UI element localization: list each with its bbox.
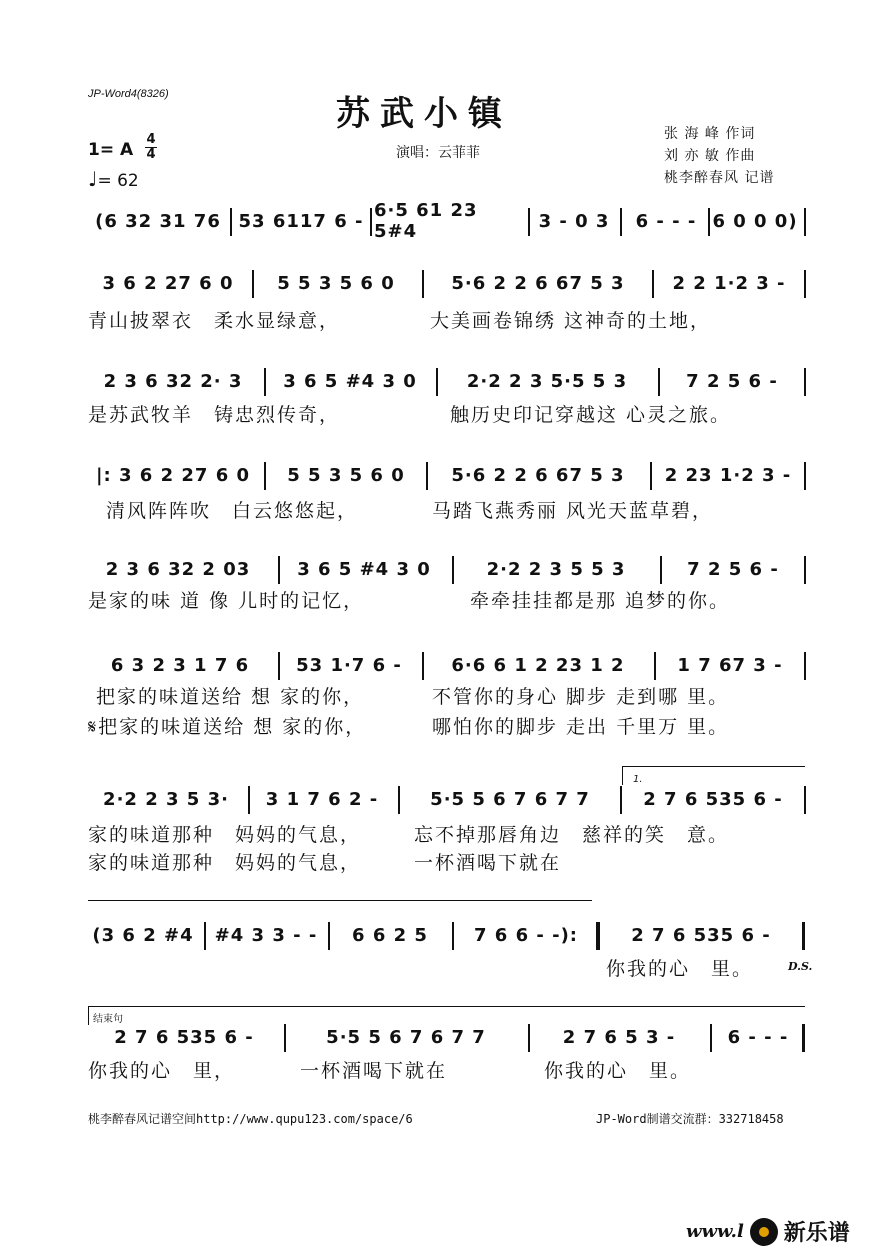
notes-row — [88, 266, 810, 300]
watermark-logo — [686, 1216, 850, 1247]
software-label: JP-Word4(8326) — [88, 88, 169, 100]
barline — [654, 652, 656, 680]
barline — [252, 270, 254, 298]
lyrics-row — [88, 400, 810, 430]
lyric-phrase: 青山披翠衣 柔水显绿意， — [88, 310, 341, 332]
barline — [422, 270, 424, 298]
lyric-phrase: 马踏飞燕秀丽 风光天蓝草碧， — [432, 500, 714, 522]
notes-row — [88, 1020, 810, 1054]
transcriber-credit: 桃李醉春风 记谱 — [664, 170, 775, 186]
measure: 5 5 3 5 6 0 — [287, 464, 405, 486]
measure: 2 3 6 32 2 03 — [105, 558, 251, 580]
lyric-phrase: 是苏武牧羊 铸忠烈传奇， — [88, 404, 341, 426]
barline — [650, 462, 652, 490]
measure: 5·6 2 2 6 67 5 3 — [451, 272, 625, 294]
lyric-phrase: 𝄋把家的味道送给 想 家的你， — [88, 716, 367, 738]
measure: 2·2 2 3 5·5 5 3 — [466, 370, 628, 392]
barline — [804, 652, 806, 680]
measure: 53 6117 6 - — [238, 210, 364, 232]
measure: 5·5 5 6 7 6 7 7 — [430, 788, 590, 810]
measure: 3 6 5 #4 3 0 — [283, 370, 417, 392]
measure: 3 1 7 6 2 - — [265, 788, 379, 810]
measure: |: 3 6 2 27 6 0 — [95, 464, 251, 486]
notes-row — [88, 458, 810, 492]
tempo-marking — [88, 167, 139, 191]
measure: 2·2 2 3 5 5 3 — [486, 558, 626, 580]
singer-label: 演唱：云菲菲 — [396, 145, 480, 161]
notes-row — [88, 918, 810, 952]
barline — [328, 922, 330, 950]
measure: 6 3 2 3 1 7 6 — [110, 654, 250, 676]
measure: 5 5 3 5 6 0 — [277, 272, 395, 294]
second-ending-line — [88, 900, 592, 901]
measure: #4 3 3 - - — [214, 924, 318, 946]
lyric-phrase: 你我的心 里。 — [606, 958, 754, 980]
lyric-phrase: 不管你的身心 脚步 走到哪 里。 — [432, 686, 730, 708]
barline — [658, 368, 660, 396]
lyric-phrase: 触历史印记穿越这 心灵之旅。 — [450, 404, 732, 426]
lyrics-row-2 — [88, 848, 810, 878]
notes-row — [88, 552, 810, 586]
barline — [708, 208, 710, 236]
barline — [660, 556, 662, 584]
barline — [436, 368, 438, 396]
measure: 53 1·7 6 - — [296, 654, 402, 676]
measure: 6·6 6 1 2 23 1 2 — [451, 654, 625, 676]
lyric-phrase: 家的味道那种 妈妈的气息， — [88, 852, 362, 874]
lyrics-row — [88, 586, 810, 616]
notes-row — [88, 364, 810, 398]
measure: 2 7 6 535 6 - — [114, 1026, 254, 1048]
lyrics-row — [88, 306, 810, 336]
measure: 2 7 6 5 3 - — [562, 1026, 676, 1048]
barline — [452, 922, 454, 950]
lyric-phrase: 你我的心 里， — [88, 1060, 236, 1082]
barline — [528, 208, 530, 236]
measure: 6 6 2 5 — [352, 924, 428, 946]
key-signature: 1= A — [88, 140, 134, 160]
measure: 2·2 2 3 5 3· — [103, 788, 229, 810]
footer-left: 桃李醉春风记谱空间http://www.qupu123.com/space/6 — [88, 1112, 413, 1126]
measure: 2 7 6 535 6 - — [643, 788, 783, 810]
lyric-phrase: 一杯酒喝下就在 — [300, 1060, 448, 1082]
barline — [230, 208, 232, 236]
measure: 2 23 1·2 3 - — [664, 464, 792, 486]
notes-row — [88, 200, 810, 242]
lyric-phrase: 你我的心 里。 — [544, 1060, 692, 1082]
barline — [804, 270, 806, 298]
barline — [620, 208, 622, 236]
measure: 2 3 6 32 2· 3 — [103, 370, 243, 392]
measure: 3 6 5 #4 3 0 — [297, 558, 431, 580]
measure: 3 6 2 27 6 0 — [102, 272, 234, 294]
lyric-phrase: 是家的味 道 像 儿时的记忆， — [88, 590, 365, 612]
lyric-phrase: 家的味道那种 妈妈的气息， — [88, 824, 362, 846]
lyric-phrase: 把家的味道送给 想 家的你， — [96, 686, 365, 708]
composer-credit: 刘 亦 敏 作曲 — [664, 148, 756, 164]
lyric-phrase: 大美画卷锦绣 这神奇的土地， — [430, 310, 712, 332]
barline — [248, 786, 250, 814]
barline — [426, 462, 428, 490]
barline — [528, 1024, 530, 1052]
final-barline — [802, 922, 805, 950]
barline — [204, 922, 206, 950]
measure: 5·5 5 6 7 6 7 7 — [326, 1026, 486, 1048]
lyrics-row — [88, 1056, 810, 1086]
volta-label: 结束句 — [93, 1014, 123, 1025]
barline — [278, 652, 280, 680]
barline — [804, 368, 806, 396]
lyric-phrase: 忘不掉那唇角边 慈祥的笑 意。 — [414, 824, 730, 846]
quarter-note-icon: ♩ — [88, 167, 98, 191]
lyric-phrase: 一杯酒喝下就在 — [414, 852, 562, 874]
barline — [278, 556, 280, 584]
measure: (6 32 31 76 — [95, 210, 221, 232]
time-sig-top: 4 — [146, 132, 156, 147]
watermark-url: www.l — [686, 1221, 744, 1242]
lyric-phrase: 清风阵阵吹 白云悠悠起， — [106, 500, 359, 522]
measure: (3 6 2 #4 — [92, 924, 194, 946]
barline — [710, 1024, 712, 1052]
notes-row — [88, 648, 810, 682]
lyric-phrase: 牵牵挂挂都是那 追梦的你。 — [470, 590, 731, 612]
notes-row — [88, 782, 810, 816]
measure: 7 2 5 6 - — [686, 370, 778, 392]
measure: 2 7 6 535 6 - — [631, 924, 771, 946]
barline — [452, 556, 454, 584]
vinyl-record-icon — [750, 1218, 778, 1246]
time-signature — [145, 133, 157, 162]
lyrics-row — [88, 496, 810, 526]
tempo-value: = 62 — [97, 171, 139, 191]
final-barline — [802, 1024, 805, 1052]
watermark-brand: 新乐谱 — [783, 1221, 850, 1246]
measure: 6 0 0 0) — [712, 210, 798, 232]
barline — [264, 462, 266, 490]
lyrics-row-2 — [88, 712, 810, 742]
repeat-end-barline — [596, 922, 600, 950]
barline — [804, 556, 806, 584]
lyrics-row — [88, 820, 810, 850]
ds-marking: D.S. — [788, 960, 813, 973]
barline — [804, 208, 806, 236]
lyric-phrase: 哪怕你的脚步 走出 千里万 里。 — [432, 716, 730, 738]
measure: 6 - - - — [635, 210, 697, 232]
lyricist-credit: 张 海 峰 作词 — [664, 126, 756, 142]
barline — [370, 208, 372, 236]
barline — [804, 786, 806, 814]
barline — [620, 786, 622, 814]
barline — [398, 786, 400, 814]
measure: 1 7 67 3 - — [677, 654, 783, 676]
measure: 3 - 0 3 — [538, 210, 610, 232]
footer-right: JP-Word制谱交流群：332718458 — [596, 1112, 784, 1126]
measure: 6 - - - — [727, 1026, 789, 1048]
lyrics-row — [88, 954, 813, 984]
time-sig-bottom: 4 — [146, 147, 156, 162]
page-title: 苏武小镇 — [336, 94, 512, 134]
measure: 5·6 2 2 6 67 5 3 — [451, 464, 625, 486]
volta-label: 1. — [633, 774, 643, 785]
barline — [422, 652, 424, 680]
barline — [264, 368, 266, 396]
measure: 7 6 6 - -): — [473, 924, 578, 946]
measure: 6·5 61 23 5#4 — [374, 200, 478, 242]
barline — [804, 462, 806, 490]
barline — [652, 270, 654, 298]
measure: 7 2 5 6 - — [687, 558, 779, 580]
measure: 2 2 1·2 3 - — [672, 272, 786, 294]
barline — [284, 1024, 286, 1052]
lyrics-row — [88, 682, 810, 712]
